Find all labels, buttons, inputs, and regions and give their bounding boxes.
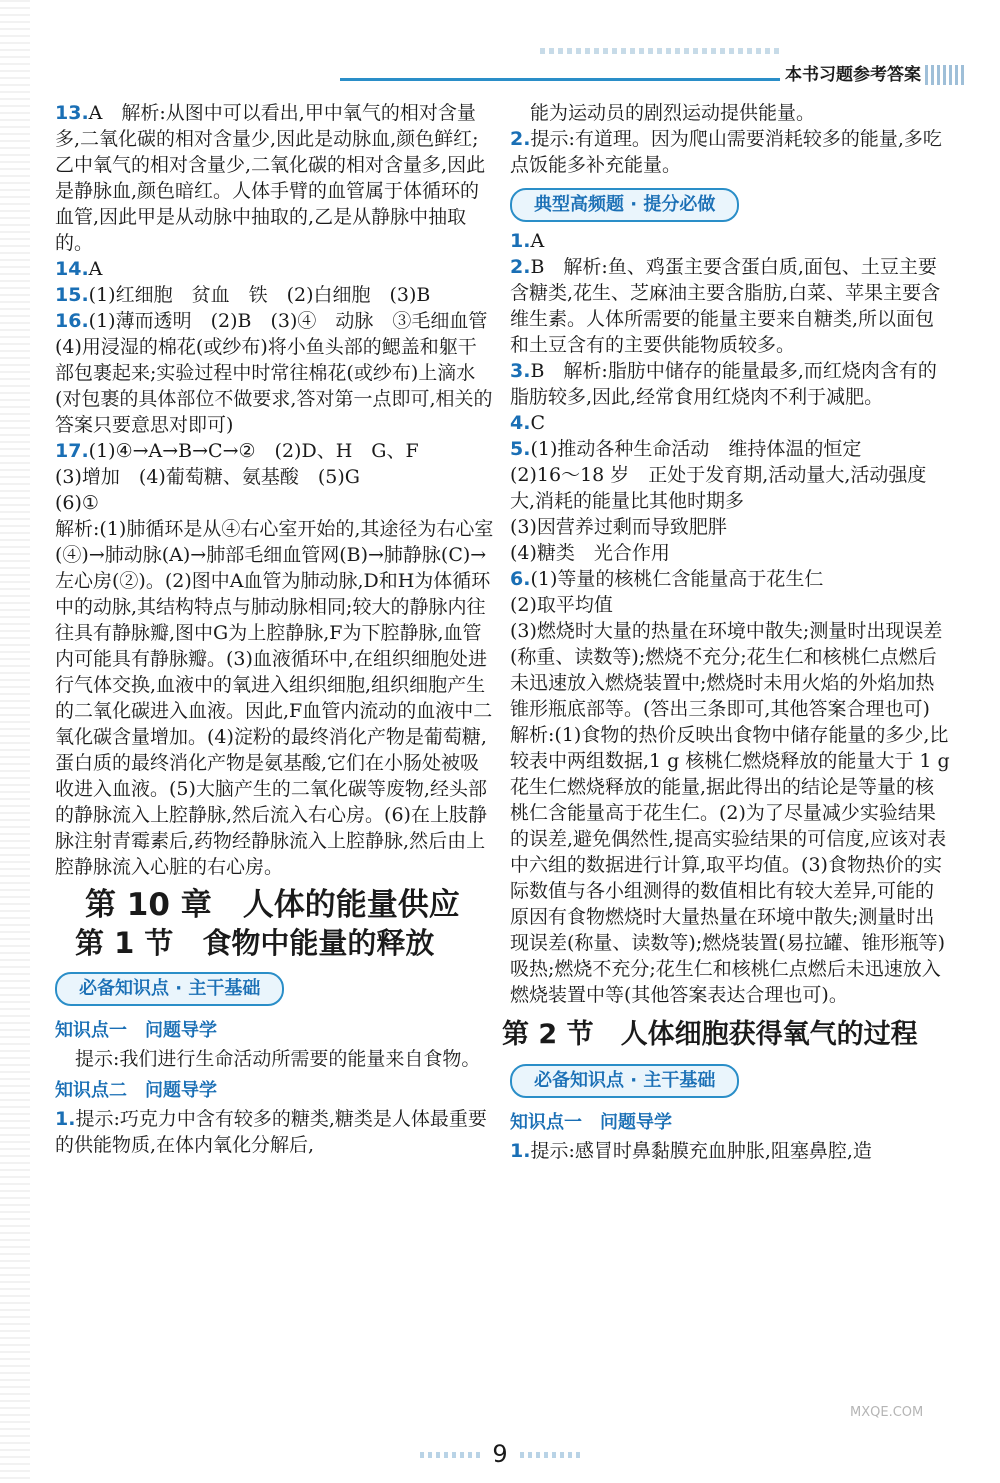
answer-number: 2. bbox=[510, 256, 531, 278]
answer-item bbox=[510, 410, 950, 436]
answer-number: 5. bbox=[510, 438, 531, 460]
answer-text: 提示:巧克力中含有较多的糖类,糖类是人体最重要的供能物质,在体内氧化分解后, bbox=[55, 1108, 487, 1156]
answer-text: (1)推动各种生命活动 维持体温的恒定 (2)16～18 岁 正处于发育期,活动量大,活动强度大,消耗的能量比其他时期多 (3)因营养过剩而导致肥胖 (4)糖类 光合作用 bbox=[510, 438, 927, 564]
answer-text: A 解析:从图中可以看出,甲中氧气的相对含量多,二氧化碳的相对含量少,因此是动脉血,颜色鲜红;乙中氧气的相对含量少,二氧化碳的相对含量多,因此是静脉血,颜色暗红。人体手臂的血管属于体循环的血管,因此甲是从动脉中抽取的,乙是从静脉中抽取的。 bbox=[55, 102, 486, 254]
header-title bbox=[785, 58, 995, 92]
footer-ornament-icon bbox=[420, 1452, 480, 1458]
answer-item bbox=[510, 228, 950, 254]
answer-item bbox=[510, 126, 950, 178]
basics-label: 必备知识点 · 主干基础 bbox=[55, 972, 284, 1006]
answer-item bbox=[510, 254, 950, 358]
page-number: 9 bbox=[492, 1440, 508, 1468]
answer-item bbox=[510, 436, 950, 566]
answer-number: 2. bbox=[510, 128, 531, 150]
left-column bbox=[55, 100, 507, 1158]
answer-text: (1)④→A→B→C→② (2)D、H G、F (3)增加 (4)葡萄糖、氨基酸 (5)G (6)① 解析:(1)肺循环是从④右心室开始的,其途径为右心室(④)→肺动脉(A)→肺部毛细血管网(B)→肺静脉(C)→左心房(②)。(2)图中A血管为肺动脉,D和H为体循环中的动脉,其结构特点与肺动脉相同;较大的静脉内往往具有静脉瓣,图中G为上腔静脉,F为下腔静脉,血管内可能具有静脉瓣。(3)血液循环中,在组织细胞处进行气体交换,血液中的氧进入组织细胞,组织细胞产生的二氧化碳进入血液。因此,F血管内流动的血液中二氧化碳含量增加。(4)淀粉的最终消化产物是葡萄糖,蛋白质的最终消化产物是氨基酸,它们在小肠处被吸收进入血液。(5)大脑产生的二氧化碳等废物,经头部的静脉流入上腔静脉,然后流入右心房。(6)在上肢静脉注射青霉素后,药物经静脉流入上腔静脉,然后由上腔静脉流入心脏的右心房。 bbox=[55, 440, 494, 878]
answer-16 bbox=[55, 308, 507, 438]
answer-text: 提示:有道理。因为爬山需要消耗较多的能量,多吃点饭能多补充能量。 bbox=[510, 128, 942, 176]
answer-number: 6. bbox=[510, 568, 531, 590]
header-dots-icon bbox=[925, 65, 965, 85]
knowledge-point-text bbox=[510, 1138, 950, 1164]
answer-text: (1)薄而透明 (2)B (3)④ 动脉 ③毛细血管 (4)用浸湿的棉花(或纱布)将小鱼头部的鳃盖和躯干部包裹起来;实验过程中时常往棉花(或纱布)上滴水(对包裹的具体部位不做要求,答对第一点即可,相关的答案只要意思对即可) bbox=[55, 310, 507, 436]
answer-number: 13. bbox=[55, 102, 89, 124]
answer-14 bbox=[55, 256, 495, 282]
answer-number: 14. bbox=[55, 258, 89, 280]
answer-13 bbox=[55, 100, 495, 256]
header-rule bbox=[340, 78, 780, 81]
answer-text: B 解析:脂肪中储存的能量最多,而红烧肉含有的脂肪较多,因此,经常食用红烧肉不利于减肥。 bbox=[510, 360, 937, 408]
header-decoration bbox=[540, 48, 780, 54]
page-header bbox=[0, 0, 1000, 95]
typical-label: 典型高频题 · 提分必做 bbox=[510, 188, 739, 222]
chapter-title: 第 10 章 人体的能量供应 bbox=[85, 887, 460, 923]
knowledge-point-heading: 知识点一 问题导学 bbox=[55, 1020, 217, 1041]
continued-text: 能为运动员的剧烈运动提供能量。 bbox=[530, 102, 816, 124]
knowledge-point-text: 提示:我们进行生命活动所需要的能量来自食物。 bbox=[75, 1048, 481, 1070]
answer-15 bbox=[55, 282, 495, 308]
answer-number: 1. bbox=[510, 230, 531, 252]
answer-text: (1)红细胞 贫血 铁 (2)白细胞 (3)B bbox=[88, 284, 431, 306]
answer-number: 4. bbox=[510, 412, 531, 434]
page-edge-texture bbox=[0, 0, 30, 1483]
section-title-2: 第 2 节 人体细胞获得氧气的过程 bbox=[502, 1019, 918, 1050]
watermark: MXQE.COM bbox=[850, 1405, 924, 1420]
knowledge-point-heading: 知识点二 问题导学 bbox=[55, 1080, 217, 1101]
answer-text: A bbox=[530, 230, 545, 252]
answer-number: 1. bbox=[55, 1108, 76, 1130]
answer-text: A bbox=[88, 258, 103, 280]
right-column bbox=[502, 100, 950, 1164]
knowledge-point-heading: 知识点一 问题导学 bbox=[510, 1112, 672, 1133]
answer-text: B 解析:鱼、鸡蛋主要含蛋白质,面包、土豆主要含糖类,花生、芝麻油主要含脂肪,白菜、苹果主要含维生素。人体所需要的能量主要来自糖类,所以面包和土豆含有的主要供能物质较多。 bbox=[510, 256, 941, 356]
answer-item bbox=[510, 358, 950, 410]
page-footer bbox=[0, 1440, 1000, 1468]
answer-number: 15. bbox=[55, 284, 89, 306]
answer-17 bbox=[55, 438, 495, 880]
header-title-text: 本书习题参考答案 bbox=[785, 65, 921, 85]
answer-text: 提示:感冒时鼻黏膜充血肿胀,阻塞鼻腔,造 bbox=[530, 1140, 872, 1162]
answer-number: 1. bbox=[510, 1140, 531, 1162]
footer-ornament-icon bbox=[520, 1452, 580, 1458]
answer-text: (1)等量的核桃仁含能量高于花生仁 (2)取平均值 (3)燃烧时大量的热量在环境中散失;测量时出现误差(称重、读数等);燃烧不充分;花生仁和核桃仁点燃后未迅速放入燃烧装置中;燃烧时未用火焰的外焰加热锥形瓶底部等。(答出三条即可,其他答案合理也可) 解析:(1)食物的热价反映出食物中储存能量的多少,比较表中两组数据,1 g 核桃仁燃烧释放的能量大于 1 g 花生仁燃烧释放的能量,据此得出的结论是等量的核桃仁含能量高于花生仁。(2)为了尽量减少实验结果的误差,避免偶然性,提高实验结果的可信度,应该对表中六组的数据进行计算,取平均值。(3)食物热价的实际数值与各小组测得的数值相比有较大差异,可能的原因有食物燃烧时大量热量在环境中散失;测量时出现误差(称量、读数等);燃烧装置(易拉罐、锥形瓶等)吸热;燃烧不充分;花生仁和核桃仁点燃后未迅速放入燃烧装置中等(其他答案表达合理也可)。 bbox=[510, 568, 950, 1006]
basics-label-2: 必备知识点 · 主干基础 bbox=[510, 1064, 739, 1098]
answer-number: 3. bbox=[510, 360, 531, 382]
answer-item bbox=[510, 566, 950, 1008]
answer-number: 17. bbox=[55, 440, 89, 462]
answer-text: C bbox=[530, 412, 545, 434]
answer-number: 16. bbox=[55, 310, 89, 332]
section-title: 第 1 节 食物中能量的释放 bbox=[75, 926, 435, 960]
knowledge-point-text bbox=[55, 1106, 495, 1158]
